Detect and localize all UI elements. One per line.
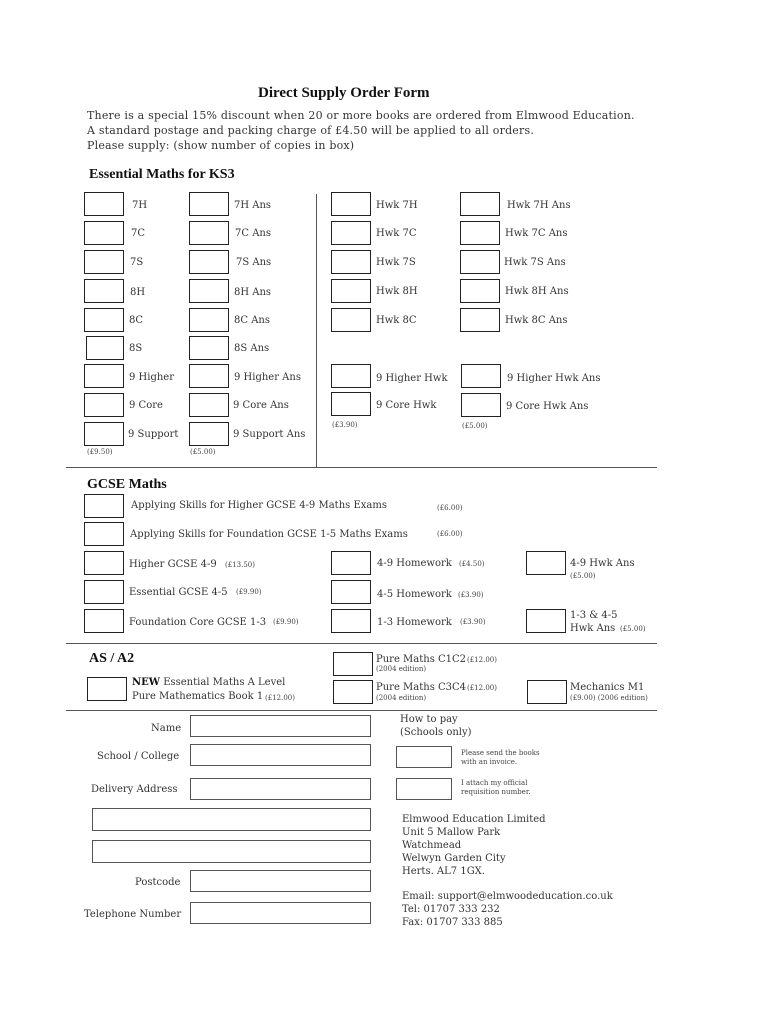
price-pure-c3c4: (£12.00): [467, 684, 497, 692]
qty-8c[interactable]: [84, 308, 124, 332]
price-49-hwk-ans: (£5.00): [570, 572, 596, 580]
label-1345-hwk-ans-line2: Hwk Ans: [570, 623, 616, 634]
qty-hwk-7s[interactable]: [331, 250, 371, 274]
new-badge: NEW: [132, 677, 160, 688]
qty-hwk-8c-ans[interactable]: [460, 308, 500, 332]
label-hwk-7s-ans: Hwk 7S Ans: [504, 257, 566, 268]
label-49-hwk-ans: 4-9 Hwk Ans: [570, 558, 635, 569]
gcse-heading: GCSE Maths: [87, 477, 167, 492]
qty-higher-gcse[interactable]: [84, 551, 124, 575]
requisition-option-box[interactable]: [396, 778, 452, 800]
qty-9-core-hwk[interactable]: [331, 392, 371, 416]
label-hwk-7c-ans: Hwk 7C Ans: [505, 228, 568, 239]
qty-9-higher-ans[interactable]: [189, 364, 229, 388]
price-45-homework: (£3.90): [458, 591, 484, 599]
label-9-core: 9 Core: [129, 400, 163, 411]
qty-9-core-hwk-ans[interactable]: [461, 393, 501, 417]
address-field-2[interactable]: [92, 808, 371, 831]
qty-applying-higher[interactable]: [84, 494, 124, 518]
label-hwk-7h: Hwk 7H: [376, 200, 418, 211]
address-field-3[interactable]: [92, 840, 371, 863]
qty-new-pure-maths-1[interactable]: [87, 677, 127, 701]
qty-9-higher[interactable]: [84, 364, 124, 388]
qty-hwk-7c[interactable]: [331, 221, 371, 245]
divider-gcse: [66, 643, 657, 644]
label-7c: 7C: [131, 228, 146, 239]
qty-hwk-7h-ans[interactable]: [460, 192, 500, 216]
name-label: Name: [151, 723, 182, 734]
qty-8h-ans[interactable]: [189, 279, 229, 303]
intro-postage: A standard postage and packing charge of £4.50 will be applied to all orders.: [87, 124, 535, 137]
requisition-option-line1: I attach my official: [461, 779, 528, 787]
company-name: Elmwood Education Limited: [402, 814, 546, 825]
qty-9-support-ans[interactable]: [189, 422, 229, 446]
label-9-support-ans: 9 Support Ans: [233, 429, 306, 440]
address-field-1[interactable]: [190, 778, 371, 800]
address-label: Delivery Address: [91, 784, 178, 795]
qty-7s-ans[interactable]: [189, 250, 229, 274]
label-9-higher-hwk: 9 Higher Hwk: [376, 373, 448, 384]
price-col4: (£5.00): [462, 422, 488, 430]
label-7s-ans: 7S Ans: [236, 257, 272, 268]
qty-hwk-7c-ans[interactable]: [460, 221, 500, 245]
edition-pure-c3c4: (2004 edition): [376, 694, 427, 702]
qty-9-support[interactable]: [84, 422, 124, 446]
postcode-field[interactable]: [190, 870, 371, 892]
intro-instructions: Please supply: (show number of copies in box): [87, 139, 355, 152]
edition-pure-c1c2: (2004 edition): [376, 665, 427, 673]
qty-13-homework[interactable]: [331, 609, 371, 633]
invoice-option-box[interactable]: [396, 746, 452, 768]
company-addr1: Unit 5 Mallow Park: [402, 827, 501, 838]
qty-8s[interactable]: [86, 336, 124, 360]
label-hwk-8h: Hwk 8H: [376, 286, 418, 297]
qty-7c-ans[interactable]: [189, 221, 229, 245]
qty-applying-foundation[interactable]: [84, 522, 124, 546]
label-foundation-gcse: Foundation Core GCSE 1-3: [129, 617, 267, 628]
divider-asa2: [66, 710, 657, 711]
school-field[interactable]: [190, 744, 371, 766]
label-7s: 7S: [130, 257, 144, 268]
price-col3: (£3.90): [332, 421, 358, 429]
payment-subheading: (Schools only): [400, 727, 472, 738]
qty-hwk-7s-ans[interactable]: [460, 250, 500, 274]
intro-discount: There is a special 15% discount when 20 or more books are ordered from Elmwood Education.: [87, 109, 635, 122]
divider-ks3: [66, 467, 657, 468]
label-7h-ans: 7H Ans: [234, 200, 272, 211]
qty-hwk-7h[interactable]: [331, 192, 371, 216]
label-7c-ans: 7C Ans: [235, 228, 271, 239]
phone-label: Telephone Number: [84, 909, 182, 920]
company-addr2: Watchmead: [402, 840, 462, 851]
label-9-higher-ans: 9 Higher Ans: [234, 372, 301, 383]
note-mechanics-m1: (£9.00) (2006 edition): [570, 694, 648, 702]
label-9-higher: 9 Higher: [129, 372, 174, 383]
qty-9-higher-hwk[interactable]: [331, 364, 371, 388]
label-9-higher-hwk-ans: 9 Higher Hwk Ans: [507, 373, 601, 384]
label-pure-c3c4: Pure Maths C3C4: [376, 682, 467, 693]
label-49-homework: 4-9 Homework: [377, 558, 452, 569]
price-essential-gcse: (£9.90): [236, 588, 262, 596]
company-tel: Tel: 01707 333 232: [402, 904, 500, 915]
qty-pure-c3c4[interactable]: [333, 680, 373, 704]
asa2-heading: AS / A2: [89, 651, 135, 666]
qty-7c[interactable]: [84, 221, 124, 245]
label-hwk-7h-ans: Hwk 7H Ans: [507, 200, 571, 211]
company-addr3: Welwyn Garden City: [402, 853, 506, 864]
payment-heading: How to pay: [400, 714, 458, 725]
qty-9-core-ans[interactable]: [189, 393, 229, 417]
label-essential-gcse: Essential GCSE 4-5: [129, 587, 228, 598]
price-col1: (£9.50): [87, 448, 113, 456]
label-higher-gcse: Higher GCSE 4-9: [129, 559, 217, 570]
qty-pure-c1c2[interactable]: [333, 652, 373, 676]
price-new-pure-maths: (£12.00): [265, 694, 295, 702]
price-13-homework: (£3.90): [460, 618, 486, 626]
label-8s-ans: 8S Ans: [234, 343, 270, 354]
price-foundation-gcse: (£9.90): [273, 618, 299, 626]
label-hwk-7c: Hwk 7C: [376, 228, 417, 239]
label-45-homework: 4-5 Homework: [377, 589, 452, 600]
company-fax: Fax: 01707 333 885: [402, 917, 503, 928]
qty-9-core[interactable]: [84, 393, 124, 417]
label-9-core-hwk: 9 Core Hwk: [376, 400, 437, 411]
price-higher-gcse: (£13.50): [225, 561, 255, 569]
qty-mechanics-m1[interactable]: [527, 680, 567, 704]
qty-8s-ans[interactable]: [189, 336, 229, 360]
label-applying-higher: Applying Skills for Higher GCSE 4-9 Maths Exams: [131, 500, 387, 511]
label-8h: 8H: [130, 287, 146, 298]
label-hwk-7s: Hwk 7S: [376, 257, 416, 268]
label-new-line1: Essential Maths A Level: [163, 677, 286, 688]
name-field[interactable]: [190, 715, 371, 737]
label-hwk-8c-ans: Hwk 8C Ans: [505, 315, 568, 326]
qty-hwk-8h-ans[interactable]: [460, 279, 500, 303]
price-pure-c1c2: (£12.00): [467, 656, 497, 664]
price-col2: (£5.00): [190, 448, 216, 456]
ks3-divider: [316, 194, 317, 467]
label-8c: 8C: [129, 315, 144, 326]
qty-hwk-8h[interactable]: [331, 279, 371, 303]
label-new-line2: Pure Mathematics Book 1: [132, 691, 264, 702]
qty-7h[interactable]: [84, 192, 124, 216]
invoice-option-line1: Please send the books: [461, 749, 540, 757]
price-applying-higher: (£6.00): [437, 504, 463, 512]
requisition-option-line2: requisition number.: [461, 788, 531, 796]
qty-7h-ans[interactable]: [189, 192, 229, 216]
qty-9-higher-hwk-ans[interactable]: [461, 364, 501, 388]
label-8c-ans: 8C Ans: [234, 315, 270, 326]
label-pure-c1c2: Pure Maths C1C2: [376, 654, 467, 665]
label-applying-foundation: Applying Skills for Foundation GCSE 1-5 Maths Exams: [130, 529, 408, 540]
qty-8h[interactable]: [84, 279, 124, 303]
label-8s: 8S: [129, 343, 143, 354]
label-hwk-8c: Hwk 8C: [376, 315, 417, 326]
price-1345-hwk-ans: (£5.00): [620, 625, 646, 633]
ks3-heading: Essential Maths for KS3: [89, 167, 235, 182]
label-hwk-8h-ans: Hwk 8H Ans: [505, 286, 569, 297]
phone-field[interactable]: [190, 902, 371, 924]
school-label: School / College: [97, 751, 180, 762]
label-7h: 7H: [132, 200, 148, 211]
label-8h-ans: 8H Ans: [234, 287, 272, 298]
company-email: Email: support@elmwoodeducation.co.uk: [402, 891, 613, 902]
label-9-support: 9 Support: [128, 429, 179, 440]
label-1345-hwk-ans-line1: 1-3 & 4-5: [570, 610, 618, 621]
qty-hwk-8c[interactable]: [331, 308, 371, 332]
label-mechanics-m1: Mechanics M1: [570, 682, 645, 693]
qty-7s[interactable]: [84, 250, 124, 274]
page-title: Direct Supply Order Form: [258, 85, 430, 101]
qty-8c-ans[interactable]: [189, 308, 229, 332]
qty-49-hwk-ans[interactable]: [526, 551, 566, 575]
qty-foundation-gcse[interactable]: [84, 609, 124, 633]
price-applying-foundation: (£6.00): [437, 530, 463, 538]
invoice-option-line2: with an invoice.: [461, 758, 518, 766]
qty-1345-hwk-ans[interactable]: [526, 609, 566, 633]
label-9-core-hwk-ans: 9 Core Hwk Ans: [506, 401, 589, 412]
postcode-label: Postcode: [135, 877, 181, 888]
label-13-homework: 1-3 Homework: [377, 617, 452, 628]
qty-49-homework[interactable]: [331, 551, 371, 575]
company-addr4: Herts. AL7 1GX.: [402, 866, 485, 877]
label-new-essential-maths: [132, 677, 285, 688]
qty-essential-gcse[interactable]: [84, 580, 124, 604]
label-9-core-ans: 9 Core Ans: [233, 400, 289, 411]
qty-45-homework[interactable]: [331, 580, 371, 604]
price-49-homework: (£4.50): [459, 560, 485, 568]
